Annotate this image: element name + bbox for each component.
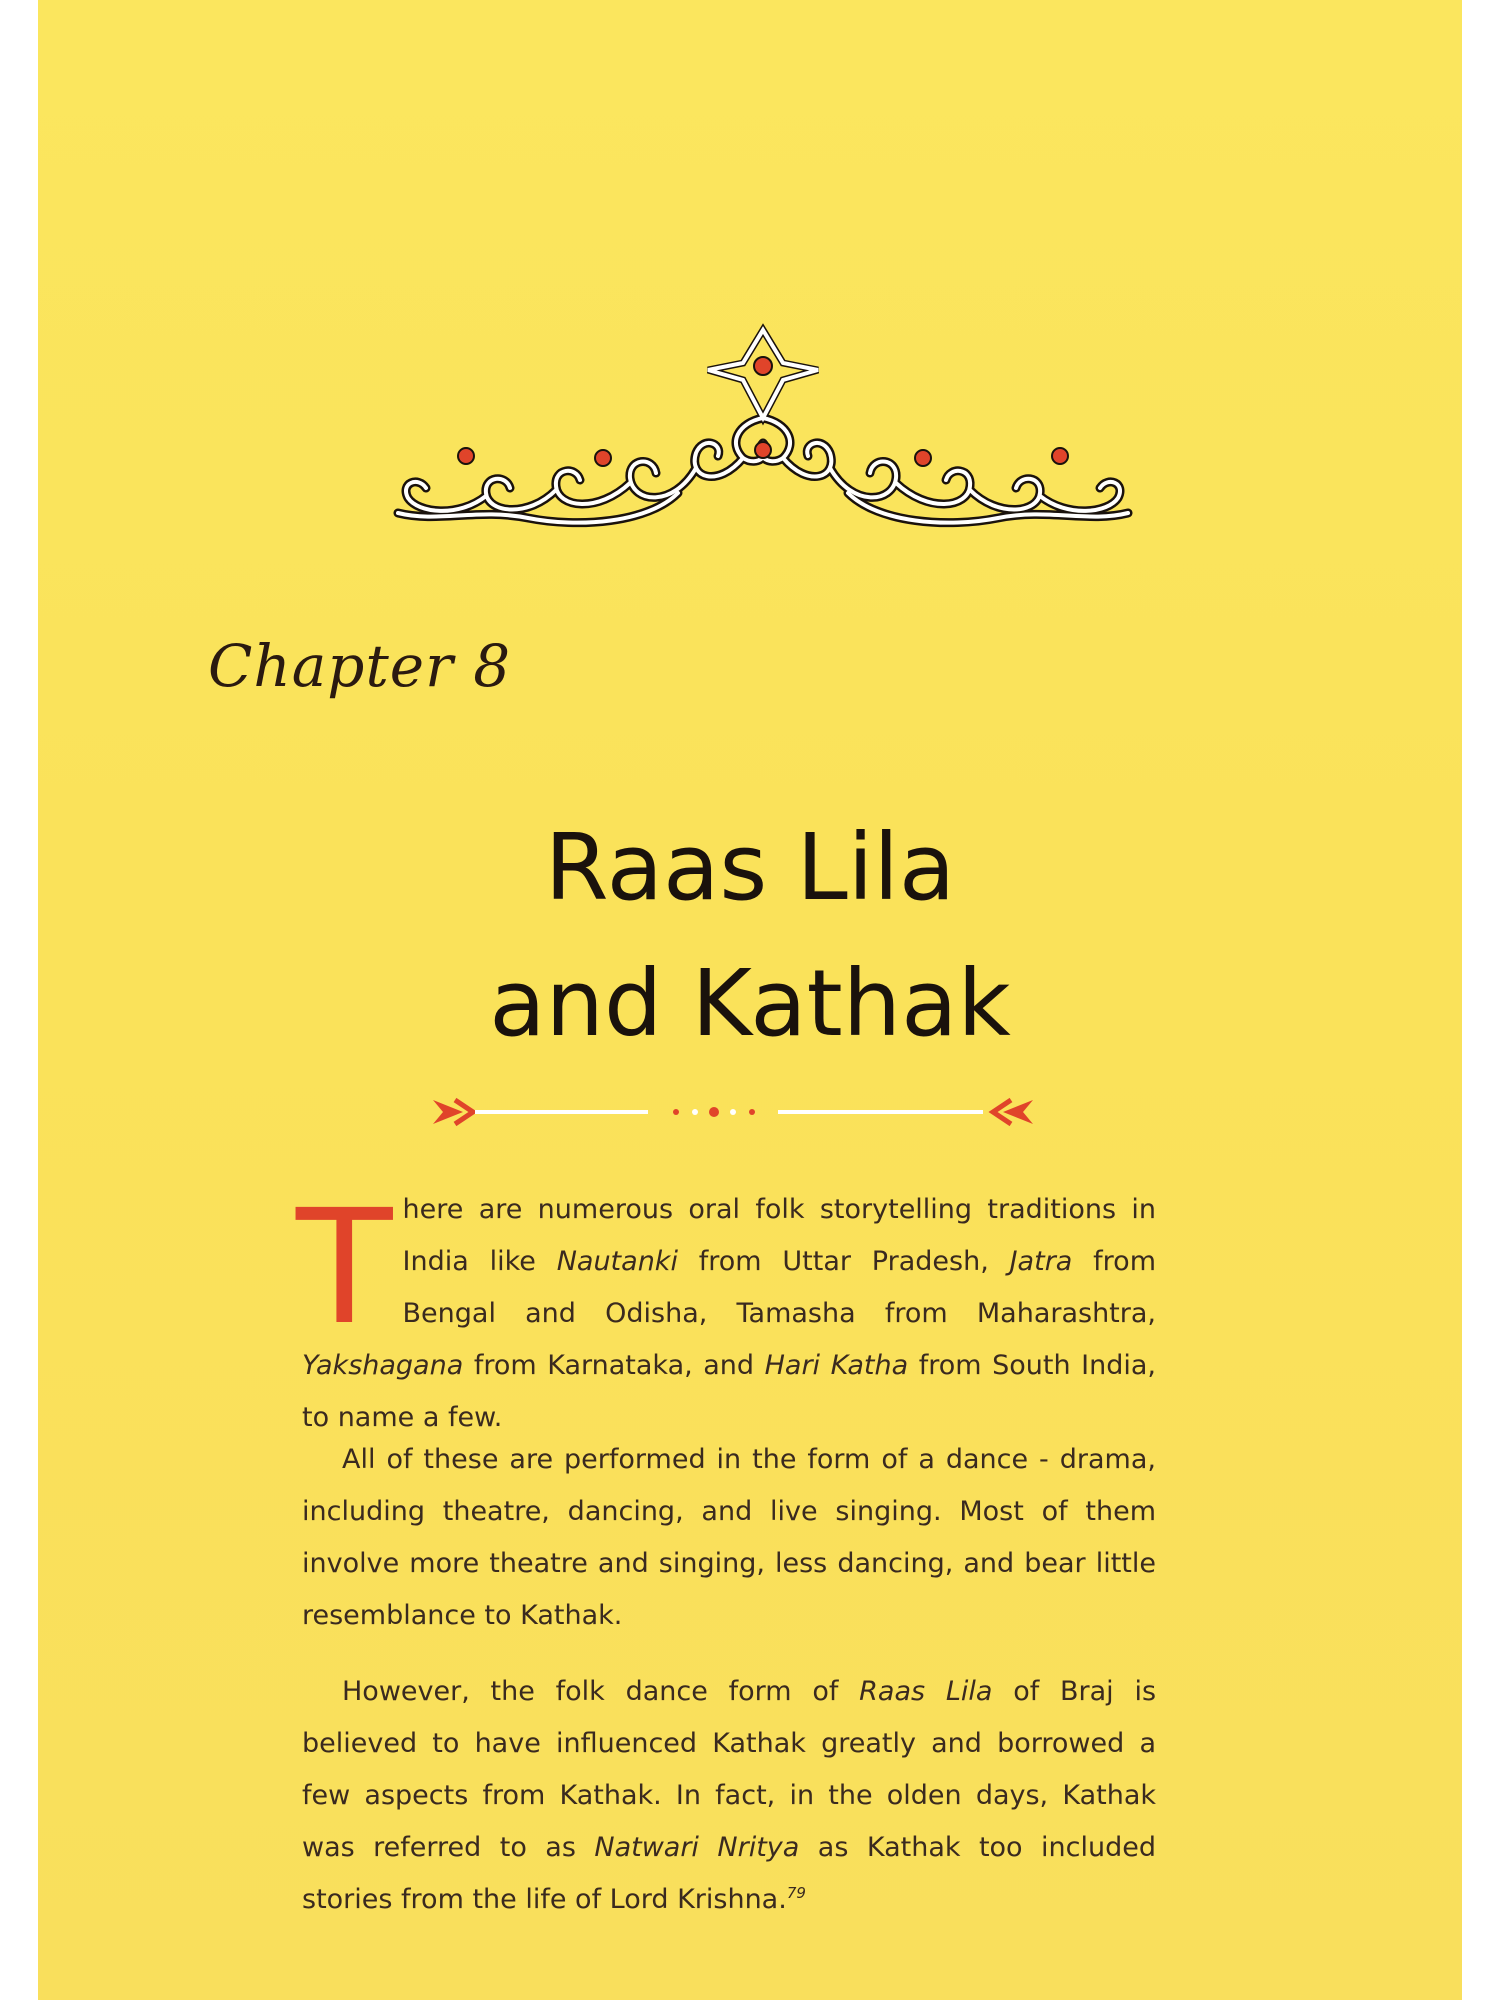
paragraph-1-text: here are numerous oral folk storytelling traditions in India like — [402, 1194, 1156, 1277]
paragraph-2: All of these are performed in the form of a dance - drama, including theatre, dancing, and live singing. Most of them involve more theatre and singing, less dancing, and bear little resemblance to Kathak. — [302, 1444, 1156, 1631]
footnote-marker: 79 — [786, 1884, 806, 1902]
paragraph-1 — [296, 1176, 1156, 1444]
term-hari-katha: Hari Katha — [764, 1350, 909, 1381]
chapter-label: Chapter 8 — [208, 632, 512, 700]
paragraph-1-text: from Karnataka, and — [463, 1350, 765, 1381]
term-raas-lila: Raas Lila — [859, 1676, 993, 1707]
crown-ornament-icon — [378, 318, 1148, 533]
chapter-title-line-2: and Kathak — [489, 950, 1011, 1057]
paragraph-3-text: However, the folk dance form of — [342, 1676, 860, 1707]
paragraph-3 — [302, 1666, 1156, 1926]
term-jatra: Jatra — [1009, 1246, 1073, 1277]
paragraph-1-text: from Uttar Pradesh, — [677, 1246, 1010, 1277]
drop-cap: T — [296, 1176, 393, 1360]
term-nautanki: Nautanki — [556, 1246, 678, 1277]
arrow-divider-icon — [433, 1090, 1033, 1134]
paragraph-1-text: from Bengal and Odisha, Tamasha from Maharashtra, — [402, 1246, 1156, 1329]
paragraph-1-text: from South India, to name a few. — [302, 1350, 1156, 1433]
paragraph-3-text: of Braj is believed to have influenced Kathak greatly and borrowed a few aspects from Kathak. In fact, in the olden days, Kathak was referred to as — [302, 1676, 1157, 1863]
book-page — [38, 0, 1462, 2000]
paragraph-3-text: as Kathak too included stories from the life of Lord Krishna. — [302, 1832, 1156, 1915]
term-natwari-nritya: Natwari Nritya — [594, 1832, 800, 1863]
term-yakshagana: Yakshagana — [302, 1350, 464, 1381]
chapter-title-line-1: Raas Lila — [544, 814, 956, 921]
